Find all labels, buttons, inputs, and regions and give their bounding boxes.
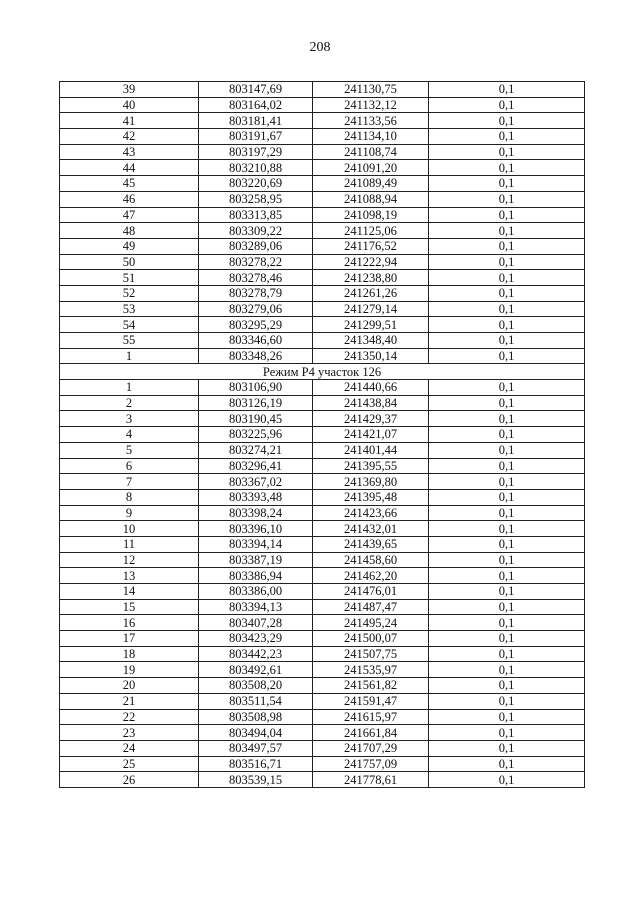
point-number-cell: 45 (60, 176, 199, 192)
table-row (60, 270, 585, 286)
x-coordinate-cell: 803387,19 (199, 552, 313, 568)
table-row (60, 521, 585, 537)
x-coordinate-cell: 803367,02 (199, 474, 313, 490)
y-coordinate-cell: 241440,66 (313, 380, 429, 396)
x-coordinate-cell: 803278,46 (199, 270, 313, 286)
table-row (60, 333, 585, 349)
accuracy-cell: 0,1 (429, 740, 585, 756)
point-number-cell: 51 (60, 270, 199, 286)
table-row (60, 223, 585, 239)
point-number-cell: 52 (60, 285, 199, 301)
table-row (60, 380, 585, 396)
point-number-cell: 11 (60, 536, 199, 552)
accuracy-cell: 0,1 (429, 82, 585, 98)
table-row (60, 317, 585, 333)
x-coordinate-cell: 803274,21 (199, 442, 313, 458)
y-coordinate-cell: 241500,07 (313, 631, 429, 647)
point-number-cell: 42 (60, 129, 199, 145)
section-header-row (60, 364, 585, 380)
x-coordinate-cell: 803258,95 (199, 191, 313, 207)
point-number-cell: 49 (60, 238, 199, 254)
point-number-cell: 6 (60, 458, 199, 474)
table-row (60, 568, 585, 584)
accuracy-cell: 0,1 (429, 380, 585, 396)
y-coordinate-cell: 241462,20 (313, 568, 429, 584)
table-row (60, 191, 585, 207)
y-coordinate-cell: 241615,97 (313, 709, 429, 725)
accuracy-cell: 0,1 (429, 709, 585, 725)
x-coordinate-cell: 803394,14 (199, 536, 313, 552)
point-number-cell: 4 (60, 427, 199, 443)
x-coordinate-cell: 803191,67 (199, 129, 313, 145)
table-row (60, 301, 585, 317)
point-number-cell: 48 (60, 223, 199, 239)
y-coordinate-cell: 241350,14 (313, 348, 429, 364)
y-coordinate-cell: 241778,61 (313, 772, 429, 788)
x-coordinate-cell: 803423,29 (199, 631, 313, 647)
x-coordinate-cell: 803309,22 (199, 223, 313, 239)
table-row (60, 129, 585, 145)
y-coordinate-cell: 241707,29 (313, 740, 429, 756)
table-row (60, 489, 585, 505)
table-row (60, 474, 585, 490)
accuracy-cell: 0,1 (429, 599, 585, 615)
table-row (60, 584, 585, 600)
table-row (60, 97, 585, 113)
accuracy-cell: 0,1 (429, 725, 585, 741)
x-coordinate-cell: 803497,57 (199, 740, 313, 756)
y-coordinate-cell: 241134,10 (313, 129, 429, 145)
y-coordinate-cell: 241458,60 (313, 552, 429, 568)
accuracy-cell: 0,1 (429, 160, 585, 176)
point-number-cell: 43 (60, 144, 199, 160)
x-coordinate-cell: 803278,22 (199, 254, 313, 270)
y-coordinate-cell: 241369,80 (313, 474, 429, 490)
x-coordinate-cell: 803278,79 (199, 285, 313, 301)
point-number-cell: 19 (60, 662, 199, 678)
y-coordinate-cell: 241432,01 (313, 521, 429, 537)
table-row (60, 458, 585, 474)
table-row (60, 709, 585, 725)
y-coordinate-cell: 241222,94 (313, 254, 429, 270)
y-coordinate-cell: 241348,40 (313, 333, 429, 349)
point-number-cell: 1 (60, 348, 199, 364)
y-coordinate-cell: 241507,75 (313, 646, 429, 662)
accuracy-cell: 0,1 (429, 254, 585, 270)
y-coordinate-cell: 241089,49 (313, 176, 429, 192)
x-coordinate-cell: 803396,10 (199, 521, 313, 537)
accuracy-cell: 0,1 (429, 662, 585, 678)
x-coordinate-cell: 803494,04 (199, 725, 313, 741)
accuracy-cell: 0,1 (429, 678, 585, 694)
x-coordinate-cell: 803197,29 (199, 144, 313, 160)
y-coordinate-cell: 241439,65 (313, 536, 429, 552)
table-row (60, 395, 585, 411)
coordinates-table (59, 81, 585, 788)
table-row (60, 615, 585, 631)
x-coordinate-cell: 803539,15 (199, 772, 313, 788)
accuracy-cell: 0,1 (429, 270, 585, 286)
point-number-cell: 39 (60, 82, 199, 98)
y-coordinate-cell: 241279,14 (313, 301, 429, 317)
table-row (60, 348, 585, 364)
x-coordinate-cell: 803289,06 (199, 238, 313, 254)
table-row (60, 536, 585, 552)
accuracy-cell: 0,1 (429, 395, 585, 411)
y-coordinate-cell: 241395,55 (313, 458, 429, 474)
accuracy-cell: 0,1 (429, 474, 585, 490)
table-row (60, 756, 585, 772)
accuracy-cell: 0,1 (429, 301, 585, 317)
x-coordinate-cell: 803279,06 (199, 301, 313, 317)
accuracy-cell: 0,1 (429, 568, 585, 584)
table-row (60, 285, 585, 301)
y-coordinate-cell: 241299,51 (313, 317, 429, 333)
point-number-cell: 16 (60, 615, 199, 631)
point-number-cell: 12 (60, 552, 199, 568)
y-coordinate-cell: 241133,56 (313, 113, 429, 129)
point-number-cell: 20 (60, 678, 199, 694)
x-coordinate-cell: 803296,41 (199, 458, 313, 474)
x-coordinate-cell: 803511,54 (199, 693, 313, 709)
y-coordinate-cell: 241429,37 (313, 411, 429, 427)
accuracy-cell: 0,1 (429, 317, 585, 333)
x-coordinate-cell: 803346,60 (199, 333, 313, 349)
y-coordinate-cell: 241487,47 (313, 599, 429, 615)
accuracy-cell: 0,1 (429, 772, 585, 788)
table-row (60, 725, 585, 741)
x-coordinate-cell: 803492,61 (199, 662, 313, 678)
y-coordinate-cell: 241757,09 (313, 756, 429, 772)
y-coordinate-cell: 241091,20 (313, 160, 429, 176)
table-row (60, 662, 585, 678)
point-number-cell: 26 (60, 772, 199, 788)
x-coordinate-cell: 803393,48 (199, 489, 313, 505)
point-number-cell: 25 (60, 756, 199, 772)
y-coordinate-cell: 241238,80 (313, 270, 429, 286)
x-coordinate-cell: 803225,96 (199, 427, 313, 443)
table-row (60, 160, 585, 176)
y-coordinate-cell: 241591,47 (313, 693, 429, 709)
y-coordinate-cell: 241495,24 (313, 615, 429, 631)
coordinates-table-body (60, 82, 585, 788)
point-number-cell: 22 (60, 709, 199, 725)
point-number-cell: 41 (60, 113, 199, 129)
x-coordinate-cell: 803313,85 (199, 207, 313, 223)
coordinates-table-container (59, 81, 584, 788)
table-row (60, 552, 585, 568)
point-number-cell: 40 (60, 97, 199, 113)
accuracy-cell: 0,1 (429, 333, 585, 349)
y-coordinate-cell: 241561,82 (313, 678, 429, 694)
table-row (60, 238, 585, 254)
y-coordinate-cell: 241661,84 (313, 725, 429, 741)
x-coordinate-cell: 803386,00 (199, 584, 313, 600)
table-row (60, 772, 585, 788)
accuracy-cell: 0,1 (429, 615, 585, 631)
point-number-cell: 18 (60, 646, 199, 662)
point-number-cell: 13 (60, 568, 199, 584)
section-title: Режим Р4 участок 126 (60, 364, 585, 380)
table-row (60, 740, 585, 756)
x-coordinate-cell: 803210,88 (199, 160, 313, 176)
table-row (60, 427, 585, 443)
point-number-cell: 23 (60, 725, 199, 741)
point-number-cell: 8 (60, 489, 199, 505)
x-coordinate-cell: 803220,69 (199, 176, 313, 192)
x-coordinate-cell: 803442,23 (199, 646, 313, 662)
x-coordinate-cell: 803147,69 (199, 82, 313, 98)
point-number-cell: 53 (60, 301, 199, 317)
accuracy-cell: 0,1 (429, 207, 585, 223)
point-number-cell: 9 (60, 505, 199, 521)
table-row (60, 254, 585, 270)
y-coordinate-cell: 241423,66 (313, 505, 429, 521)
accuracy-cell: 0,1 (429, 756, 585, 772)
table-row (60, 693, 585, 709)
accuracy-cell: 0,1 (429, 427, 585, 443)
table-row (60, 678, 585, 694)
x-coordinate-cell: 803126,19 (199, 395, 313, 411)
table-row (60, 442, 585, 458)
x-coordinate-cell: 803386,94 (199, 568, 313, 584)
x-coordinate-cell: 803398,24 (199, 505, 313, 521)
accuracy-cell: 0,1 (429, 113, 585, 129)
accuracy-cell: 0,1 (429, 489, 585, 505)
y-coordinate-cell: 241088,94 (313, 191, 429, 207)
x-coordinate-cell: 803164,02 (199, 97, 313, 113)
table-row (60, 505, 585, 521)
accuracy-cell: 0,1 (429, 584, 585, 600)
point-number-cell: 7 (60, 474, 199, 490)
table-row (60, 82, 585, 98)
x-coordinate-cell: 803508,98 (199, 709, 313, 725)
point-number-cell: 10 (60, 521, 199, 537)
accuracy-cell: 0,1 (429, 646, 585, 662)
x-coordinate-cell: 803181,41 (199, 113, 313, 129)
table-row (60, 113, 585, 129)
point-number-cell: 44 (60, 160, 199, 176)
y-coordinate-cell: 241438,84 (313, 395, 429, 411)
point-number-cell: 17 (60, 631, 199, 647)
y-coordinate-cell: 241108,74 (313, 144, 429, 160)
accuracy-cell: 0,1 (429, 631, 585, 647)
accuracy-cell: 0,1 (429, 176, 585, 192)
point-number-cell: 46 (60, 191, 199, 207)
table-row (60, 176, 585, 192)
y-coordinate-cell: 241401,44 (313, 442, 429, 458)
y-coordinate-cell: 241421,07 (313, 427, 429, 443)
point-number-cell: 50 (60, 254, 199, 270)
point-number-cell: 3 (60, 411, 199, 427)
accuracy-cell: 0,1 (429, 536, 585, 552)
table-row (60, 646, 585, 662)
point-number-cell: 47 (60, 207, 199, 223)
x-coordinate-cell: 803295,29 (199, 317, 313, 333)
y-coordinate-cell: 241476,01 (313, 584, 429, 600)
point-number-cell: 14 (60, 584, 199, 600)
y-coordinate-cell: 241132,12 (313, 97, 429, 113)
accuracy-cell: 0,1 (429, 144, 585, 160)
accuracy-cell: 0,1 (429, 129, 585, 145)
accuracy-cell: 0,1 (429, 238, 585, 254)
accuracy-cell: 0,1 (429, 97, 585, 113)
point-number-cell: 15 (60, 599, 199, 615)
accuracy-cell: 0,1 (429, 521, 585, 537)
x-coordinate-cell: 803508,20 (199, 678, 313, 694)
accuracy-cell: 0,1 (429, 348, 585, 364)
accuracy-cell: 0,1 (429, 191, 585, 207)
accuracy-cell: 0,1 (429, 442, 585, 458)
y-coordinate-cell: 241130,75 (313, 82, 429, 98)
accuracy-cell: 0,1 (429, 285, 585, 301)
point-number-cell: 55 (60, 333, 199, 349)
y-coordinate-cell: 241125,06 (313, 223, 429, 239)
point-number-cell: 24 (60, 740, 199, 756)
x-coordinate-cell: 803407,28 (199, 615, 313, 631)
table-row (60, 144, 585, 160)
table-row (60, 207, 585, 223)
accuracy-cell: 0,1 (429, 223, 585, 239)
point-number-cell: 2 (60, 395, 199, 411)
accuracy-cell: 0,1 (429, 693, 585, 709)
point-number-cell: 1 (60, 380, 199, 396)
page-number: 208 (309, 40, 331, 55)
x-coordinate-cell: 803190,45 (199, 411, 313, 427)
accuracy-cell: 0,1 (429, 552, 585, 568)
y-coordinate-cell: 241261,26 (313, 285, 429, 301)
x-coordinate-cell: 803348,26 (199, 348, 313, 364)
y-coordinate-cell: 241535,97 (313, 662, 429, 678)
x-coordinate-cell: 803394,13 (199, 599, 313, 615)
point-number-cell: 21 (60, 693, 199, 709)
table-row (60, 599, 585, 615)
y-coordinate-cell: 241098,19 (313, 207, 429, 223)
x-coordinate-cell: 803516,71 (199, 756, 313, 772)
table-row (60, 631, 585, 647)
point-number-cell: 5 (60, 442, 199, 458)
x-coordinate-cell: 803106,90 (199, 380, 313, 396)
y-coordinate-cell: 241395,48 (313, 489, 429, 505)
point-number-cell: 54 (60, 317, 199, 333)
accuracy-cell: 0,1 (429, 505, 585, 521)
accuracy-cell: 0,1 (429, 458, 585, 474)
y-coordinate-cell: 241176,52 (313, 238, 429, 254)
table-row (60, 411, 585, 427)
accuracy-cell: 0,1 (429, 411, 585, 427)
